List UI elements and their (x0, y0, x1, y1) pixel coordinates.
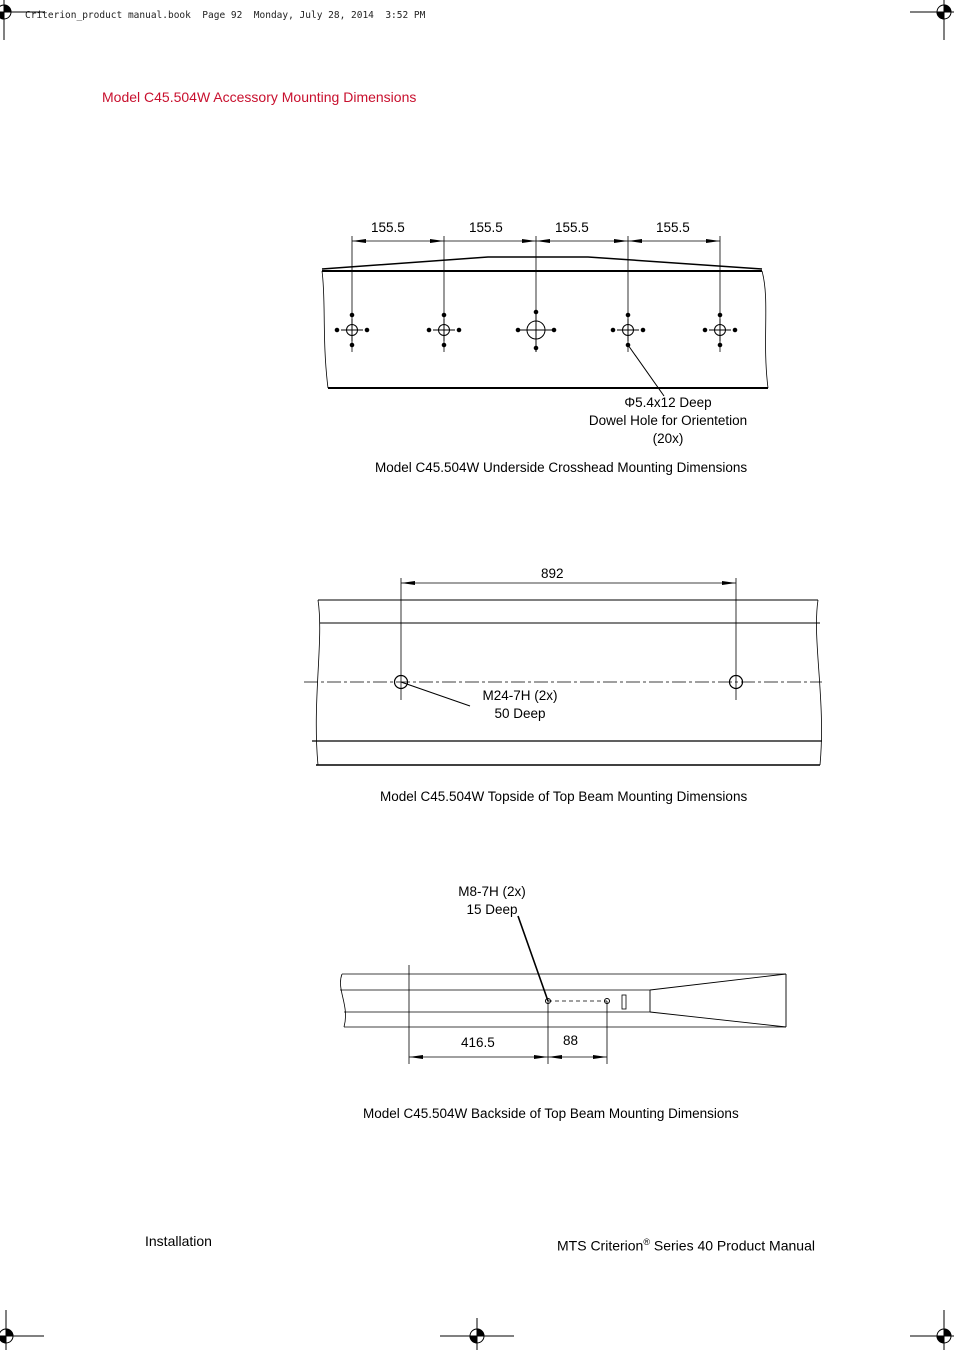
figure-caption: Model C45.504W Topside of Top Beam Mounting Dimensions (380, 789, 748, 804)
dimension-label: 155.5 (371, 220, 405, 235)
dimension-label: 155.5 (656, 220, 690, 235)
print-banner: Criterion_product manual.book Page 92 Monday, July 28, 2014 3:52 PM (25, 10, 426, 21)
callout-line: 15 Deep (466, 902, 518, 917)
callout-line: M24-7H (2x) (482, 688, 558, 703)
footer-manual-title (557, 1237, 815, 1254)
figure-caption: Model C45.504W Underside Crosshead Mounting Dimensions (375, 460, 748, 475)
dimension-label: 416.5 (461, 1035, 495, 1050)
callout-line: Φ5.4x12 Deep (624, 395, 712, 410)
callout-line: 50 Deep (494, 706, 546, 721)
dimension-label: 892 (541, 566, 564, 581)
footer-section-name: Installation (145, 1233, 212, 1249)
dimension-label: 155.5 (469, 220, 503, 235)
callout-line: Dowel Hole for Orientetion (588, 413, 748, 428)
footer-manual-prefix: MTS Criterion (557, 1237, 644, 1254)
dimension-label: 88 (563, 1033, 579, 1048)
callout-line: M8-7H (2x) (458, 884, 526, 899)
registered-mark: ® (643, 1237, 650, 1247)
callout-line: (20x) (652, 431, 684, 446)
footer-manual-suffix: Series 40 Product Manual (650, 1237, 815, 1254)
hole-callout (432, 883, 552, 919)
dimension-label: 155.5 (555, 220, 589, 235)
section-title: Model C45.504W Accessory Mounting Dimensions (102, 89, 417, 105)
figure-caption: Model C45.504W Backside of Top Beam Mounting Dimensions (363, 1106, 739, 1121)
